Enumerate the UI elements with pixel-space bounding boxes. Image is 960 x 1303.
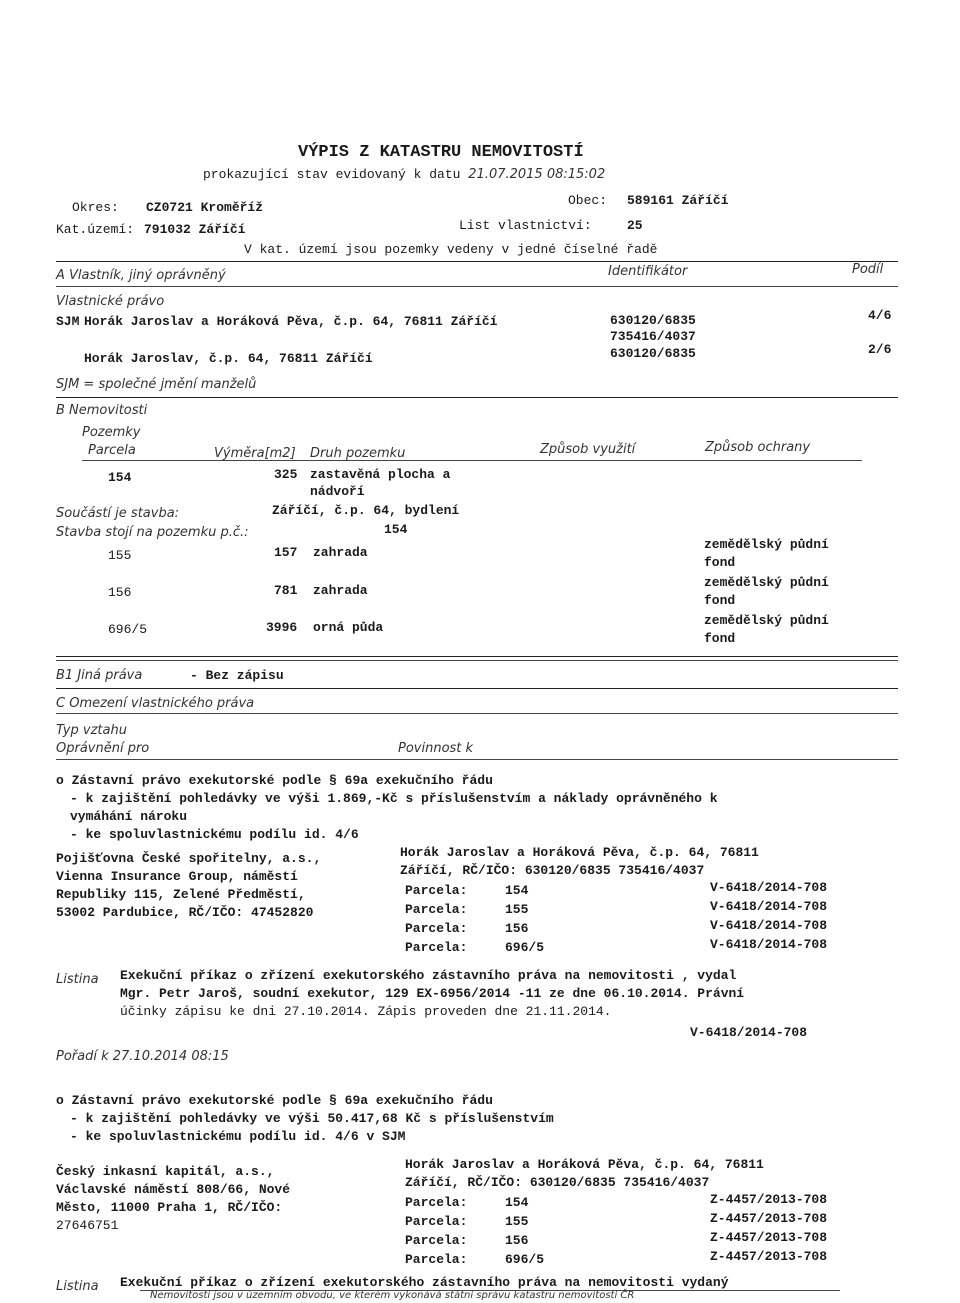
divider [56, 713, 898, 714]
parcel-156-number: 156 [108, 585, 132, 600]
entry-2-parcel-num: 155 [505, 1214, 529, 1229]
section-a-heading: A Vlastník, jiný oprávněný [56, 268, 226, 283]
entry-2-creditor-line4: 27646751 [56, 1218, 119, 1233]
col-parcela: Parcela [88, 443, 136, 458]
entry-2-title: o Zástavní právo exekutorské podle § 69a exekučního řádu [56, 1093, 493, 1108]
entry-2-creditor-line2: Václavské náměstí 808/66, Nové [56, 1182, 291, 1197]
parcel-156-vymera: 781 [274, 583, 298, 598]
parcel-696-5-vymera: 3996 [266, 620, 298, 635]
stavba-value: 154 [384, 522, 408, 537]
owner-2-share: 2/6 [868, 342, 892, 357]
section-b-heading: B Nemovitosti [56, 403, 148, 418]
parcel-156-druh: zahrada [313, 583, 368, 598]
parcel-156-ochrana2: fond [704, 593, 736, 608]
entry-1-listina-line3: účinky zápisu ke dni 27.10.2014. Zápis proveden dne 21.11.2014. [120, 1004, 612, 1019]
section-b1-heading: B1 Jiná práva [56, 668, 143, 683]
entry-2-parcel-num: 696/5 [505, 1252, 545, 1267]
typ-vztahu-label: Typ vztahu [56, 723, 127, 738]
entry-1-parcel-ref: V-6418/2014-708 [710, 918, 828, 933]
entry-2-parcel-label: Parcela: [405, 1214, 468, 1229]
entry-1-creditor-line2: Vienna Insurance Group, náměstí [56, 869, 298, 884]
parcel-155-vymera: 157 [274, 545, 298, 560]
parcel-696-5-number: 696/5 [108, 622, 148, 637]
owner-1-id2: 735416/4037 [610, 329, 696, 344]
parcel-155-ochrana: zemědělský půdní [704, 537, 829, 552]
entry-1-parcel-label: Parcela: [405, 940, 468, 955]
sjm-note: SJM = společné jmění manželů [56, 377, 257, 392]
entry-1-creditor-line3: Republiky 115, Zelené Předměstí, [56, 887, 306, 902]
entry-1-listina-line1: Exekuční příkaz o zřízení exekutorského zástavního práva na nemovitosti , vydal [120, 968, 737, 983]
stavba-label: Stavba stojí na pozemku p.č.: [56, 525, 249, 540]
okres-value: CZ0721 Kroměříž [146, 200, 264, 215]
owner-2-name: Horák Jaroslav, č.p. 64, 76811 Záříčí [84, 351, 373, 366]
parcel-696-5-ochrana2: fond [704, 631, 736, 646]
footer-note: Nemovitosti jsou v územním obvodu, ve kterém vykonává státní správu katastru nemovitostí ČR [150, 1290, 635, 1301]
divider [56, 688, 898, 689]
entry-2-parcel-num: 156 [505, 1233, 529, 1248]
opravneni-pro-label: Oprávnění pro [56, 741, 150, 756]
entry-2-listina-line1: Exekuční příkaz o zřízení exekutorského zástavního práva na nemovitosti vydaný [120, 1275, 729, 1290]
entry-2-debtor-line2: Záříčí, RČ/IČO: 630120/6835 735416/4037 [405, 1175, 710, 1190]
subtitle-prefix: prokazující stav evidovaný k datu [203, 167, 461, 182]
owner-1-name: Horák Jaroslav a Horáková Pěva, č.p. 64, 76811 Záříčí [84, 314, 498, 329]
section-b1-value: - Bez zápisu [190, 668, 284, 683]
entry-1-listina-label: Listina [56, 972, 99, 987]
divider [56, 660, 898, 661]
entry-1-poradi: Pořadí k 27.10.2014 08:15 [56, 1049, 229, 1064]
katuzemi-label: Kat.území: [56, 222, 135, 237]
povinnost-k-label: Povinnost k [398, 741, 474, 756]
entry-2-debtor-line1: Horák Jaroslav a Horáková Pěva, č.p. 64, 76811 [405, 1157, 764, 1172]
parcel-155-druh: zahrada [313, 545, 368, 560]
document-subtitle [203, 167, 605, 182]
col-vymera: Výměra[m2] [214, 446, 296, 461]
entry-2-parcel-num: 154 [505, 1195, 529, 1210]
entry-1-parcel-num: 154 [505, 883, 529, 898]
document-title: VÝPIS Z KATASTRU NEMOVITOSTÍ [298, 143, 584, 162]
entry-1-parcel-label: Parcela: [405, 921, 468, 936]
parcel-154-druh2: nádvoří [310, 484, 365, 499]
entry-1-parcel-num: 156 [505, 921, 529, 936]
entry-1-parcel-ref: V-6418/2014-708 [710, 937, 828, 952]
entry-1-parcel-ref: V-6418/2014-708 [710, 899, 828, 914]
entry-2-line2: - ke spoluvlastnickému podílu id. 4/6 v SJM [70, 1129, 406, 1144]
parcel-696-5-ochrana: zemědělský půdní [704, 613, 829, 628]
subtitle-date: 21.07.2015 08:15:02 [468, 167, 606, 182]
pozemky-heading: Pozemky [82, 425, 141, 440]
entry-1-listina-line2: Mgr. Petr Jaroš, soudní exekutor, 129 EX-6956/2014 -11 ze dne 06.10.2014. Právní [120, 986, 745, 1001]
entry-1-parcel-num: 696/5 [505, 940, 545, 955]
soucasti-label: Součástí je stavba: [56, 506, 180, 521]
divider [56, 656, 898, 657]
parcel-154-druh: zastavěná plocha a [310, 467, 451, 482]
entry-1-debtor-line1: Horák Jaroslav a Horáková Pěva, č.p. 64, 76811 [400, 845, 759, 860]
divider [56, 397, 898, 398]
section-c-heading: C Omezení vlastnického práva [56, 696, 255, 711]
owner-2-id1: 630120/6835 [610, 346, 696, 361]
katuzemi-note: V kat. území jsou pozemky vedeny v jedné číselné řadě [244, 242, 658, 257]
okres-label: Okres: [72, 200, 119, 215]
vlastnicke-pravo-heading: Vlastnické právo [56, 294, 165, 309]
owner-1-prefix: SJM [56, 314, 80, 329]
entry-2-parcel-ref: Z-4457/2013-708 [710, 1230, 828, 1245]
entry-2-parcel-label: Parcela: [405, 1233, 468, 1248]
entry-1-parcel-ref: V-6418/2014-708 [710, 880, 828, 895]
entry-1-debtor-line2: Záříčí, RČ/IČO: 630120/6835 735416/4037 [400, 863, 705, 878]
entry-1-parcel-label: Parcela: [405, 883, 468, 898]
col-druh: Druh pozemku [310, 446, 406, 461]
lv-label: List vlastnictví: [459, 218, 592, 233]
divider [82, 460, 862, 461]
obec-value: 589161 Záříčí [627, 193, 729, 208]
col-vyuziti: Způsob využití [540, 442, 636, 457]
soucasti-value: Záříčí, č.p. 64, bydlení [272, 503, 460, 518]
entry-2-parcel-ref: Z-4457/2013-708 [710, 1211, 828, 1226]
entry-2-parcel-ref: Z-4457/2013-708 [710, 1249, 828, 1264]
divider [56, 286, 898, 287]
entry-1-creditor-line4: 53002 Pardubice, RČ/IČO: 47452820 [56, 905, 314, 920]
parcel-155-number: 155 [108, 548, 132, 563]
entry-1-title: o Zástavní právo exekutorské podle § 69a exekučního řádu [56, 773, 493, 788]
entry-1-parcel-label: Parcela: [405, 902, 468, 917]
katuzemi-value: 791032 Záříčí [144, 222, 246, 237]
entry-2-parcel-label: Parcela: [405, 1252, 468, 1267]
entry-2-listina-label: Listina [56, 1279, 99, 1294]
parcel-696-5-druh: orná půda [313, 620, 384, 635]
parcel-156-ochrana: zemědělský půdní [704, 575, 829, 590]
owner-1-id1: 630120/6835 [610, 313, 696, 328]
entry-2-parcel-label: Parcela: [405, 1195, 468, 1210]
parcel-154-vymera: 325 [274, 467, 298, 482]
entry-1-creditor-line1: Pojišťovna České spořitelny, a.s., [56, 851, 322, 866]
entry-1-line3: - ke spoluvlastnickému podílu id. 4/6 [70, 827, 359, 842]
entry-2-creditor-line3: Město, 11000 Praha 1, RČ/IČO: [56, 1200, 283, 1215]
divider [56, 759, 898, 760]
entry-1-parcel-num: 155 [505, 902, 529, 917]
entry-2-creditor-line1: Český inkasní kapitál, a.s., [56, 1164, 275, 1179]
parcel-155-ochrana2: fond [704, 555, 736, 570]
obec-label: Obec: [568, 193, 608, 208]
entry-1-listina-ref: V-6418/2014-708 [690, 1025, 808, 1040]
lv-value: 25 [627, 218, 643, 233]
entry-2-parcel-ref: Z-4457/2013-708 [710, 1192, 828, 1207]
entry-1-line2: vymáhání nároku [70, 809, 188, 824]
entry-2-line1: - k zajištění pohledávky ve výši 50.417,68 Kč s příslušenstvím [70, 1111, 554, 1126]
owner-1-share: 4/6 [868, 308, 892, 323]
divider [56, 261, 898, 262]
col-podil: Podíl [852, 262, 884, 277]
entry-1-line1: - k zajištění pohledávky ve výši 1.869,-Kč s příslušenstvím a náklady oprávněného k [70, 791, 718, 806]
col-ochrana: Způsob ochrany [705, 440, 811, 455]
col-identifikator: Identifikátor [608, 264, 688, 279]
parcel-154-number: 154 [108, 470, 132, 485]
